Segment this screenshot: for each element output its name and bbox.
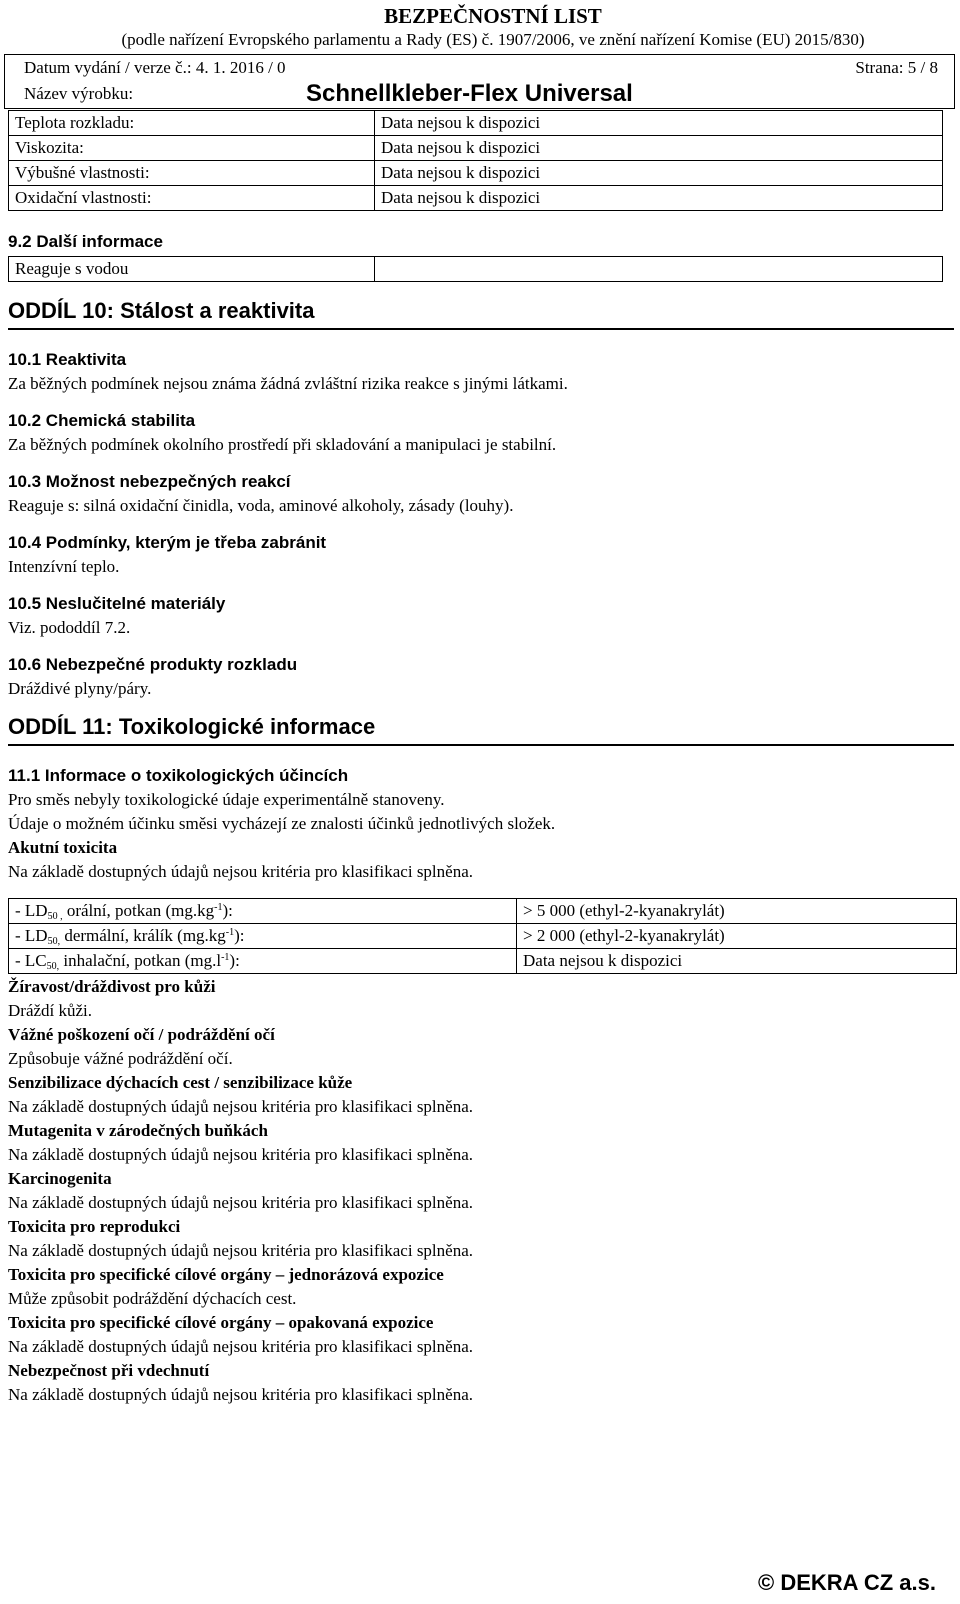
hazard-text: Na základě dostupných údajů nejsou kritéria pro klasifikaci splněna. <box>8 1385 473 1404</box>
param-superscript: -1 <box>214 901 223 913</box>
property-value <box>375 257 943 282</box>
hazard-title: Toxicita pro specifické cílové orgány – opakovaná expozice <box>8 1313 434 1332</box>
section-10-5-text: Viz. pododdíl 7.2. <box>8 618 131 637</box>
acute-toxicity-title: Akutní toxicita <box>8 838 118 857</box>
hazard-text: Na základě dostupných údajů nejsou kritéria pro klasifikaci splněna. <box>8 1193 473 1212</box>
toxicity-parameter <box>9 924 517 949</box>
param-text: orální, potkan (mg.kg <box>62 900 215 920</box>
table-row <box>9 899 957 924</box>
hazard-title: Mutagenita v zárodečných buňkách <box>8 1121 268 1140</box>
hazard-title: Nebezpečnost při vdechnutí <box>8 1361 210 1380</box>
param-superscript: -1 <box>225 926 235 938</box>
table-row <box>9 161 943 186</box>
table-row <box>9 257 943 282</box>
param-subscript: 50 , <box>47 910 63 922</box>
section-10-2-text: Za běžných podmínek okolního prostředí při skladování a manipulaci je stabilní. <box>8 435 557 454</box>
property-value: Data nejsou k dispozici <box>375 136 943 161</box>
property-value: Data nejsou k dispozici <box>375 186 943 211</box>
page-number: Strana: 5 / 8 <box>855 58 938 77</box>
acute-toxicity-text: Na základě dostupných údajů nejsou kritéria pro klasifikaci splněna. <box>8 862 473 881</box>
section-10-3-text: Reaguje s: silná oxidační činidla, voda, aminové alkoholy, zásady (louhy). <box>8 496 514 515</box>
section-11-1-heading: 11.1 Informace o toxikologických účincích <box>8 766 349 785</box>
section-divider <box>8 328 954 330</box>
issue-date-version: Datum vydání / verze č.: 4. 1. 2016 / 0 <box>24 58 286 77</box>
table-row <box>9 111 943 136</box>
property-value: Data nejsou k dispozici <box>375 161 943 186</box>
section-10-2-heading: 10.2 Chemická stabilita <box>8 411 196 430</box>
hazard-title: Toxicita pro reprodukci <box>8 1217 181 1236</box>
section-10-1-heading: 10.1 Reaktivita <box>8 350 127 369</box>
hazard-text: Na základě dostupných údajů nejsou kritéria pro klasifikaci splněna. <box>8 1337 473 1356</box>
hazard-title: Karcinogenita <box>8 1169 112 1188</box>
property-label: Oxidační vlastnosti: <box>9 186 375 211</box>
hazard-title: Žíravost/dráždivost pro kůži <box>8 977 216 996</box>
section-11-heading: ODDÍL 11: Toxikologické informace <box>8 714 376 739</box>
hazard-title: Senzibilizace dýchacích cest / senzibilizace kůže <box>8 1073 353 1092</box>
property-label: Výbušné vlastnosti: <box>9 161 375 186</box>
param-prefix: - LC <box>15 950 47 970</box>
section-10-4-text: Intenzívní teplo. <box>8 557 120 576</box>
toxicity-value: Data nejsou k dispozici <box>517 949 957 974</box>
other-info-table <box>8 256 943 282</box>
param-prefix: - LD <box>15 925 48 945</box>
table-row <box>9 136 943 161</box>
regulation-note: (podle nařízení Evropského parlamentu a Rady (ES) č. 1907/2006, ve znění nařízení Komise (EU) 2015/830) <box>121 30 865 49</box>
param-subscript: 50, <box>47 935 61 947</box>
intro-text: Pro směs nebyly toxikologické údaje experimentálně stanoveny. <box>8 790 445 809</box>
product-name: Schnellkleber-Flex Universal <box>306 80 633 107</box>
hazard-title: Vážné poškození očí / podráždění očí <box>8 1025 275 1044</box>
toxicity-value: > 2 000 (ethyl-2-kyanakrylát) <box>517 924 957 949</box>
toxicity-parameter <box>9 899 517 924</box>
hazard-text: Způsobuje vážné podráždění očí. <box>8 1049 233 1068</box>
toxicity-parameter <box>9 949 517 974</box>
intro-text: Údaje o možném účinku směsi vycházejí ze znalosti účinků jednotlivých složek. <box>8 814 556 833</box>
table-row <box>9 924 957 949</box>
param-prefix: - LD <box>15 900 48 920</box>
section-10-6-text: Dráždivé plyny/páry. <box>8 679 152 698</box>
hazard-text: Může způsobit podráždění dýchacích cest. <box>8 1289 297 1308</box>
property-label: Teplota rozkladu: <box>9 111 375 136</box>
section-9-2-heading: 9.2 Další informace <box>8 232 163 251</box>
param-subscript: 50, <box>46 960 60 972</box>
property-label: Viskozita: <box>9 136 375 161</box>
param-suffix: ): <box>229 950 240 970</box>
property-value: Data nejsou k dispozici <box>375 111 943 136</box>
footer-copyright: © DEKRA CZ a.s. <box>758 1570 936 1595</box>
hazard-text: Na základě dostupných údajů nejsou kritéria pro klasifikaci splněna. <box>8 1145 473 1164</box>
section-10-6-heading: 10.6 Nebezpečné produkty rozkladu <box>8 655 298 674</box>
hazard-text: Na základě dostupných údajů nejsou kritéria pro klasifikaci splněna. <box>8 1097 473 1116</box>
section-10-3-heading: 10.3 Možnost nebezpečných reakcí <box>8 472 291 491</box>
param-suffix: ): <box>222 900 233 920</box>
product-name-label: Název výrobku: <box>24 84 134 103</box>
param-text: inhalační, potkan (mg.l <box>59 950 222 970</box>
hazard-title: Toxicita pro specifické cílové orgány – jednorázová expozice <box>8 1265 444 1284</box>
section-10-heading: ODDÍL 10: Stálost a reaktivita <box>8 298 315 323</box>
table-row <box>9 186 943 211</box>
table-row <box>9 949 957 974</box>
properties-table <box>8 110 943 211</box>
section-10-4-heading: 10.4 Podmínky, kterým je třeba zabránit <box>8 533 327 552</box>
param-suffix: ): <box>234 925 245 945</box>
param-text: dermální, králík (mg.kg <box>60 925 226 945</box>
hazard-text: Na základě dostupných údajů nejsou kritéria pro klasifikaci splněna. <box>8 1241 473 1260</box>
hazard-text: Dráždí kůži. <box>8 1001 93 1020</box>
param-superscript: -1 <box>221 951 230 963</box>
document-title: BEZPEČNOSTNÍ LIST <box>384 4 602 28</box>
section-10-5-heading: 10.5 Neslučitelné materiály <box>8 594 226 613</box>
toxicity-value: > 5 000 (ethyl-2-kyanakrylát) <box>517 899 957 924</box>
section-10-1-text: Za běžných podmínek nejsou známa žádná zvláštní rizika reakce s jinými látkami. <box>8 374 568 393</box>
section-divider <box>8 744 954 746</box>
acute-toxicity-table <box>8 898 957 974</box>
property-label: Reaguje s vodou <box>9 257 375 282</box>
